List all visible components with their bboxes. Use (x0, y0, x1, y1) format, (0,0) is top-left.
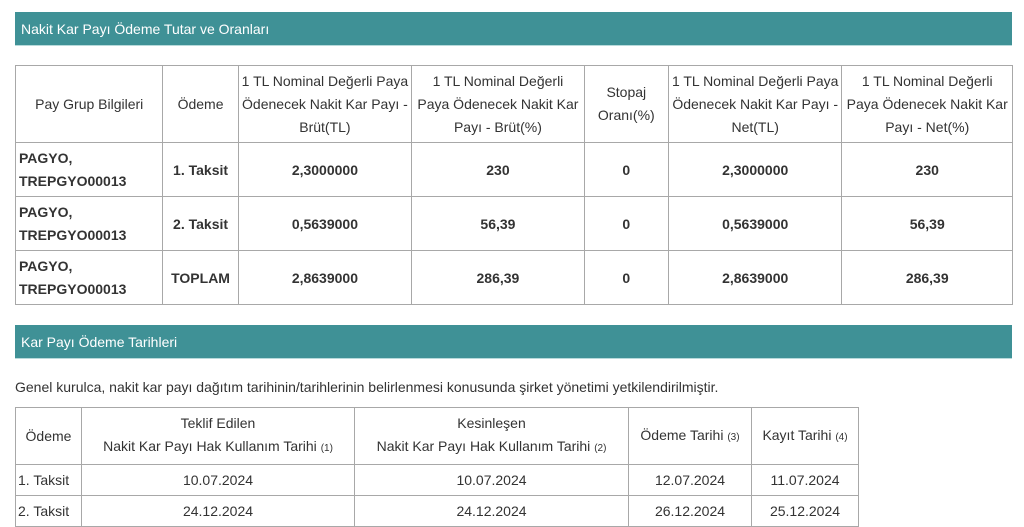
col-header-gross-pct: 1 TL Nominal Değerli Paya Ödenecek Nakit Kar Payı - Brüt(%) (412, 66, 585, 143)
col-header-record-date (752, 408, 859, 465)
footnote-ref: (3) (727, 431, 740, 443)
net-pct-cell: 230 (842, 143, 1013, 197)
gross-pct-cell: 56,39 (412, 197, 585, 251)
footnote-ref: (1) (320, 443, 333, 454)
payment-cell: 2. Taksit (163, 197, 238, 251)
section-header-dates: Kar Payı Ödeme Tarihleri (15, 325, 1012, 359)
footnote-ref: (2) (594, 443, 607, 454)
isin-code: TREPGYO00013 (19, 280, 127, 297)
table-row-total (16, 251, 1013, 305)
net-tl-cell: 2,3000000 (668, 143, 842, 197)
group-name: PAGYO, (19, 149, 73, 166)
table-row (16, 496, 859, 527)
isin-code: TREPGYO00013 (19, 226, 127, 243)
net-tl-cell: 2,8639000 (668, 251, 842, 305)
proposed-date-cell: 10.07.2024 (82, 465, 355, 496)
isin-code: TREPGYO00013 (19, 172, 127, 189)
record-date-cell: 25.12.2024 (752, 496, 859, 527)
withholding-cell: 0 (584, 143, 668, 197)
payment-cell: 1. Taksit (163, 143, 238, 197)
col-header-withholding: Stopaj Oranı(%) (584, 66, 668, 143)
proposed-date-cell: 24.12.2024 (82, 496, 355, 527)
net-pct-cell: 286,39 (842, 251, 1013, 305)
col-header-pay-date (629, 408, 752, 465)
net-pct-cell: 56,39 (842, 197, 1013, 251)
gross-tl-cell: 0,5639000 (238, 197, 412, 251)
payment-dates-table (15, 407, 859, 527)
final-subtitle: Nakit Kar Payı Hak Kullanım Tarihi (376, 438, 591, 454)
record-date-cell: 11.07.2024 (752, 465, 859, 496)
proposed-subtitle: Nakit Kar Payı Hak Kullanım Tarihi (103, 438, 317, 454)
col-header-net-tl: 1 TL Nominal Değerli Paya Ödenecek Nakit Kar Payı - Net(TL) (668, 66, 842, 143)
group-name: PAGYO, (19, 203, 73, 220)
final-title: Kesinleşen (457, 415, 526, 431)
withholding-cell: 0 (584, 197, 668, 251)
col-header-gross-tl: 1 TL Nominal Değerli Paya Ödenecek Nakit Kar Payı - Brüt(TL) (238, 66, 412, 143)
authorization-note: Genel kurulca, nakit kar payı dağıtım tarihinin/tarihlerinin belirlenmesi konusunda şirket yönetimi yetkilendirilmiştir. (15, 379, 719, 395)
final-date-cell: 10.07.2024 (355, 465, 629, 496)
record-date-title: Kayıt Tarihi (762, 426, 832, 443)
table-header-row (16, 66, 1013, 143)
net-tl-cell: 0,5639000 (668, 197, 842, 251)
gross-pct-cell: 286,39 (412, 251, 585, 305)
pay-date-title: Ödeme Tarihi (640, 426, 724, 443)
proposed-title: Teklif Edilen (180, 415, 256, 431)
group-cell (16, 251, 163, 305)
pay-date-cell: 12.07.2024 (629, 465, 752, 496)
col-header-proposed (82, 408, 355, 465)
payment-cell: 1. Taksit (16, 465, 82, 496)
col-header-payment: Ödeme (16, 408, 82, 465)
section-header-amounts: Nakit Kar Payı Ödeme Tutar ve Oranları (15, 12, 1012, 46)
payment-cell: TOPLAM (163, 251, 238, 305)
col-header-group: Pay Grup Bilgileri (16, 66, 163, 143)
table-header-row (16, 408, 859, 465)
group-cell (16, 197, 163, 251)
col-header-final (355, 408, 629, 465)
group-name: PAGYO, (19, 257, 73, 274)
withholding-cell: 0 (584, 251, 668, 305)
footnote-ref: (4) (835, 431, 848, 443)
gross-tl-cell: 2,8639000 (238, 251, 412, 305)
col-header-net-pct: 1 TL Nominal Değerli Paya Ödenecek Nakit Kar Payı - Net(%) (842, 66, 1013, 143)
payment-cell: 2. Taksit (16, 496, 82, 527)
dividend-amounts-table (15, 65, 1013, 305)
final-date-cell: 24.12.2024 (355, 496, 629, 527)
pay-date-cell: 26.12.2024 (629, 496, 752, 527)
gross-pct-cell: 230 (412, 143, 585, 197)
table-row (16, 465, 859, 496)
group-cell (16, 143, 163, 197)
table-row (16, 143, 1013, 197)
table-row (16, 197, 1013, 251)
col-header-payment: Ödeme (163, 66, 238, 143)
gross-tl-cell: 2,3000000 (238, 143, 412, 197)
